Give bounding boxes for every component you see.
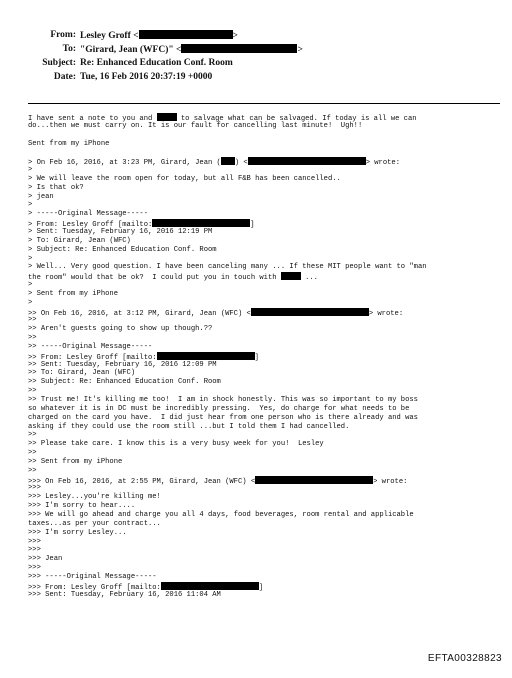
redaction-bar xyxy=(248,157,366,165)
body-line: >>> I'm sorry to hear.... xyxy=(28,502,136,511)
body-line: >> Trust me! It's killing me too! I am in shock honestly. This was so important to my boss xyxy=(28,396,418,404)
redaction-bar xyxy=(161,582,259,590)
body-line: >> xyxy=(28,334,37,343)
body-line: > xyxy=(28,166,33,175)
body-line: >> Aren't guests going to show up though.?? xyxy=(28,325,213,334)
to-value xyxy=(80,44,303,55)
body-line: >>> Lesley...you're killing me! xyxy=(28,493,161,502)
from-close: > xyxy=(232,31,238,41)
body-line: >> xyxy=(28,431,37,440)
body-line: >> On Feb 16, 2016, at 3:12 PM, Girard, Jean (WFC) < > wrote: xyxy=(28,309,404,318)
body-line: Sent from my iPhone xyxy=(28,139,110,148)
body-line: > jean xyxy=(28,192,54,201)
body-line: > xyxy=(28,201,33,210)
body-line: >> xyxy=(28,387,37,396)
subject-value: Re: Enhanced Education Conf. Room xyxy=(80,58,233,68)
email-body xyxy=(28,113,502,599)
body-line: > xyxy=(28,254,33,263)
body-line: > xyxy=(28,281,33,290)
redaction-bar xyxy=(251,308,369,316)
from-value xyxy=(80,30,238,41)
subject-label: Subject: xyxy=(42,58,76,68)
header-divider xyxy=(28,103,500,104)
body-line: charged on the card you have. I did just hear from one person who is there already and was xyxy=(28,413,418,422)
body-line: > From: Lesley Groff [mailto: ] xyxy=(28,221,255,230)
body-line: I have sent a note to you and to salvage what can be salvaged. If today is all we can xyxy=(28,115,417,123)
body-line: >>> I'm sorry Lesley... xyxy=(28,528,127,537)
body-line: > Well... Very good question. I have been canceling many ... If these MIT people want to "man xyxy=(28,263,427,272)
body-line: >> xyxy=(28,466,37,475)
redaction-bar xyxy=(181,44,297,53)
body-line: so whatever it is in DC must be incredibly pressing. Yes, do charge for what needs to be xyxy=(28,404,410,413)
body-line: >>> We will go ahead and charge you all 4 days, food beverages, room rental and applicable xyxy=(28,510,414,519)
body-line: >> To: Girard, Jean (WFC) xyxy=(28,369,136,378)
redaction-bar xyxy=(157,352,255,360)
document-id: EFTA00328823 xyxy=(427,653,502,664)
body-line: >>> xyxy=(28,537,41,546)
body-line: > xyxy=(28,298,33,307)
from-name: Lesley Groff < xyxy=(80,31,139,41)
body-line xyxy=(28,148,502,157)
to-close: > xyxy=(297,45,303,55)
redaction-bar xyxy=(281,272,301,280)
body-line: > Sent: Tuesday, February 16, 2016 12:19 PM xyxy=(28,227,213,236)
date-value: Tue, 16 Feb 2016 20:37:19 +0000 xyxy=(80,72,213,82)
body-line xyxy=(28,131,502,140)
body-line: do...then we must carry on. It is our fault for cancelling last minute! Ugh!! xyxy=(28,121,363,130)
body-line: > Subject: Re: Enhanced Education Conf. Room xyxy=(28,245,217,254)
to-label: To: xyxy=(62,44,76,54)
body-line: >> From: Lesley Groff [mailto: ] xyxy=(28,353,259,362)
body-line: >> Subject: Re: Enhanced Education Conf. Room xyxy=(28,378,221,387)
body-line: >> xyxy=(28,449,37,458)
redaction-bar xyxy=(221,157,235,165)
body-line: > -----Original Message----- xyxy=(28,210,148,219)
redaction-bar xyxy=(139,30,233,39)
body-line: >> Please take care. I know this is a very busy week for you! Lesley xyxy=(28,440,324,449)
body-line: >>> Jean xyxy=(28,555,63,564)
body-line: >> xyxy=(28,316,37,325)
body-line: taxes...as per your contract... xyxy=(28,519,161,528)
body-line: >> Sent from my iPhone xyxy=(28,457,123,466)
body-line: >>> On Feb 16, 2016, at 2:55 PM, Girard, Jean (WFC) < > wrote: xyxy=(28,477,408,486)
body-line: >>> xyxy=(28,564,41,573)
redaction-bar xyxy=(152,219,250,227)
body-line: >>> Sent: Tuesday, February 16, 2016 11:04 AM xyxy=(28,590,221,599)
body-line: >>> xyxy=(28,484,41,493)
body-line: > Sent from my iPhone xyxy=(28,289,118,298)
date-label: Date: xyxy=(53,72,76,82)
body-line: > We will leave the room open for today, but all F&B has been cancelled.. xyxy=(28,174,341,183)
body-line: >>> From: Lesley Groff [mailto: ] xyxy=(28,583,264,592)
body-line: >> -----Original Message----- xyxy=(28,342,153,351)
body-line: the room" would that be ok? I could put you in touch with ... xyxy=(28,274,318,283)
body-line: > To: Girard, Jean (WFC) xyxy=(28,236,131,245)
redaction-bar xyxy=(157,113,177,121)
body-line: >>> -----Original Message----- xyxy=(28,572,157,581)
body-line: > On Feb 16, 2016, at 3:23 PM, Girard, Jean ( ) < > wrote: xyxy=(28,159,400,168)
body-line: >> Sent: Tuesday, February 16, 2016 12:09 PM xyxy=(28,360,217,369)
body-line: > Is that ok? xyxy=(28,183,84,192)
body-line: >>> xyxy=(28,546,41,555)
to-name: "Girard, Jean (WFC)" < xyxy=(80,45,182,55)
redaction-bar xyxy=(255,476,373,484)
from-label: From: xyxy=(50,30,76,40)
body-line: asking if they could use the room still ...but I told them I had cancelled. xyxy=(28,422,350,431)
